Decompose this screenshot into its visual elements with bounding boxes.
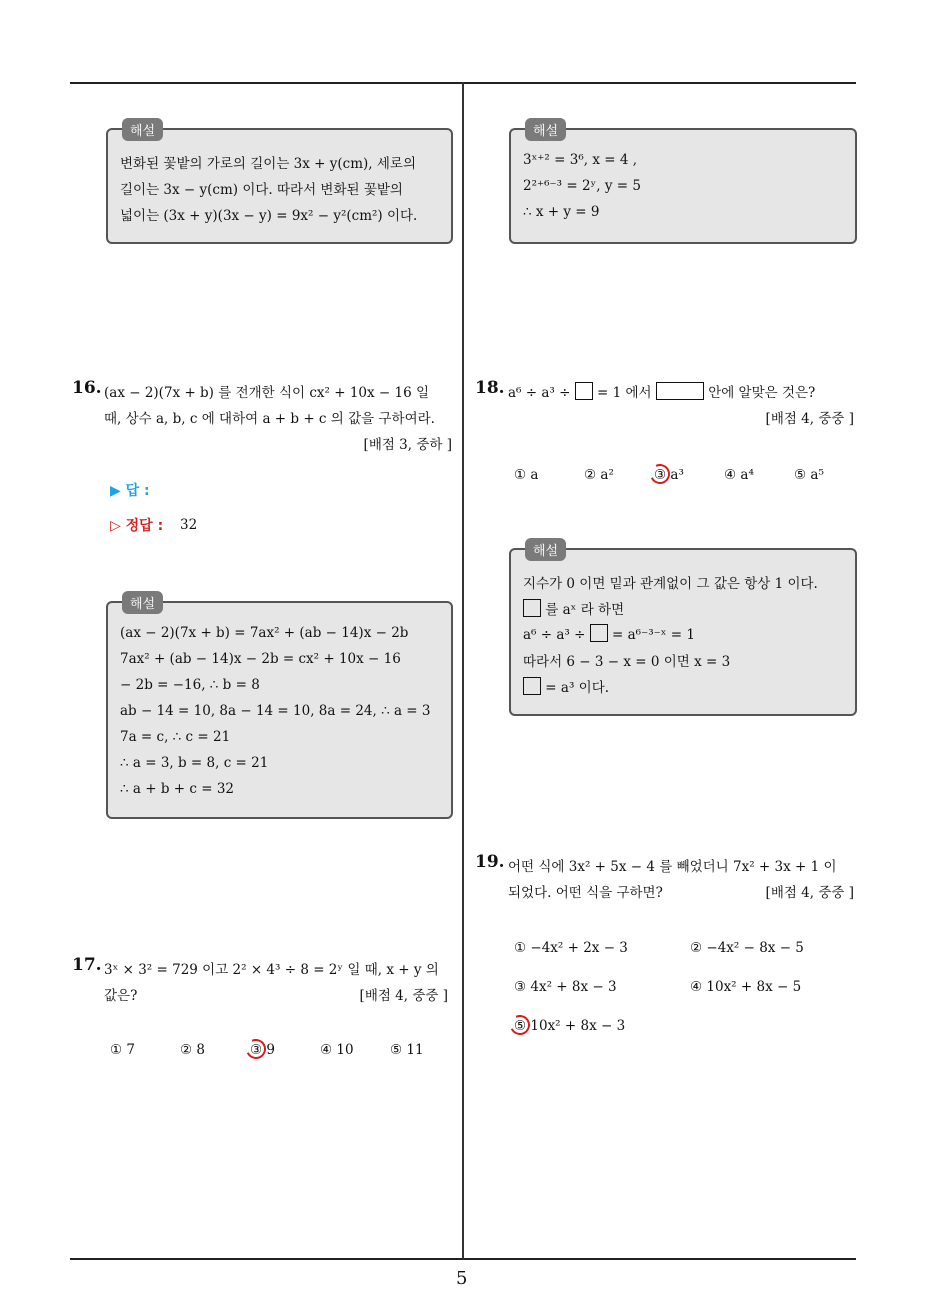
blank-box-wide — [656, 382, 704, 400]
question-19-text: 어떤 식에 3x² + 5x − 4 를 빼었더니 7x² + 3x + 1 이 — [508, 859, 837, 875]
solution-line: (ax − 2)(7x + b) = 7ax² + (ab − 14)x − 2b — [120, 625, 409, 641]
solution-line — [523, 624, 695, 643]
q18-option-4[interactable]: ④ a⁴ — [724, 467, 754, 483]
answer-prompt: ▶ 답 : — [110, 483, 150, 499]
q18-expr-b: = 1 에서 — [597, 385, 652, 401]
q19-option-5[interactable]: ⑤ 10x² + 8x − 3 — [514, 1018, 626, 1034]
q18-option-3[interactable]: ③ a³ — [654, 467, 684, 483]
blank-box — [575, 382, 593, 400]
question-number-17: 17. — [72, 955, 102, 975]
solution-line: 3ˣ⁺² = 3⁶, x = 4 , — [523, 152, 638, 168]
solution-line: − 2b = −16, ∴ b = 8 — [120, 677, 260, 693]
solution-box-15 — [106, 124, 453, 244]
blank-box — [590, 624, 608, 642]
question-19-score: [배점 4, 중중 ] — [765, 885, 854, 901]
solution-tag: 해설 — [122, 118, 163, 141]
question-number-19: 19. — [475, 852, 505, 872]
solution-line — [523, 598, 624, 618]
solution-tag: 해설 — [122, 591, 163, 614]
solution-line — [523, 676, 609, 696]
question-16-score: [배점 3, 중하 ] — [363, 437, 452, 453]
q18-expr-a: a⁶ ÷ a³ ÷ — [508, 385, 571, 401]
question-17-text: 값은? — [104, 988, 138, 1004]
question-16-text: (ax − 2)(7x + b) 를 전개한 식이 cx² + 10x − 16 일 — [104, 385, 430, 401]
solution-text: 를 aˣ 라 하면 — [545, 602, 625, 618]
solution-line: ∴ a + b + c = 32 — [120, 781, 234, 797]
solution-line: 변화된 꽃밭의 가로의 길이는 3x + y(cm), 세로의 — [120, 156, 416, 172]
q17-option-2[interactable]: ② 8 — [180, 1042, 205, 1058]
q19-option-3[interactable]: ③ 4x² + 8x − 3 — [514, 979, 617, 995]
solution-text: = a³ 이다. — [545, 680, 610, 696]
solution-line: 7ax² + (ab − 14)x − 2b = cx² + 10x − 16 — [120, 651, 401, 667]
solution-line: ab − 14 = 10, 8a − 14 = 10, 8a = 24, ∴ a = 3 — [120, 703, 431, 719]
q17-option-3[interactable]: ③ 9 — [250, 1042, 275, 1058]
solution-text: = a⁶⁻³⁻ˣ = 1 — [612, 627, 695, 643]
q17-option-1[interactable]: ① 7 — [110, 1042, 135, 1058]
solution-line: 넓이는 (3x + y)(3x − y) = 9x² − y²(cm²) 이다. — [120, 208, 418, 224]
question-number-18: 18. — [475, 378, 505, 398]
solution-line: 따라서 6 − 3 − x = 0 이면 x = 3 — [523, 654, 731, 670]
solution-line: 7a = c, ∴ c = 21 — [120, 729, 231, 745]
solution-tag: 해설 — [525, 538, 566, 561]
q18-option-1[interactable]: ① a — [514, 467, 539, 483]
q18-expr-c: 안에 알맞은 것은? — [708, 385, 816, 401]
solution-box-16 — [106, 597, 453, 819]
q19-option-1[interactable]: ① −4x² + 2x − 3 — [514, 940, 628, 956]
q17-option-4[interactable]: ④ 10 — [320, 1042, 354, 1058]
question-18-score: [배점 4, 중중 ] — [765, 411, 854, 427]
q19-option-4[interactable]: ④ 10x² + 8x − 5 — [690, 979, 802, 995]
blank-box — [523, 599, 541, 617]
solution-text: a⁶ ÷ a³ ÷ — [523, 627, 586, 643]
solution-line: 지수가 0 이면 밑과 관계없이 그 값은 항상 1 이다. — [523, 576, 818, 592]
q17-option-5[interactable]: ⑤ 11 — [390, 1042, 424, 1058]
question-16-text: 때, 상수 a, b, c 에 대하여 a + b + c 의 값을 구하여라. — [104, 411, 435, 427]
solution-box-17 — [509, 124, 857, 244]
question-19-text: 되었다. 어떤 식을 구하면? — [508, 885, 663, 901]
correct-answer-value: 32 — [180, 517, 198, 533]
q18-option-2[interactable]: ② a² — [584, 467, 614, 483]
q18-option-5[interactable]: ⑤ a⁵ — [794, 467, 824, 483]
column-divider — [462, 82, 464, 1259]
solution-line: ∴ x + y = 9 — [523, 204, 600, 220]
page-number: 5 — [456, 1268, 468, 1289]
solution-line: ∴ a = 3, b = 8, c = 21 — [120, 755, 269, 771]
answer-input-area[interactable] — [180, 478, 440, 498]
question-number-16: 16. — [72, 378, 102, 398]
solution-tag: 해설 — [525, 118, 566, 141]
solution-line: 길이는 3x − y(cm) 이다. 따라서 변화된 꽃밭의 — [120, 182, 403, 198]
question-17-score: [배점 4, 중중 ] — [359, 988, 448, 1004]
q19-option-2[interactable]: ② −4x² − 8x − 5 — [690, 940, 804, 956]
solution-line: 2²⁺⁶⁻³ = 2ʸ, y = 5 — [523, 178, 641, 194]
solution-box-18 — [509, 544, 857, 716]
question-18-text — [508, 381, 815, 401]
blank-box — [523, 677, 541, 695]
question-17-text: 3ˣ × 3² = 729 이고 2² × 4³ ÷ 8 = 2ʸ 일 때, x + y 의 — [104, 962, 439, 978]
correct-answer-label: ▷ 정답 : — [110, 518, 164, 534]
